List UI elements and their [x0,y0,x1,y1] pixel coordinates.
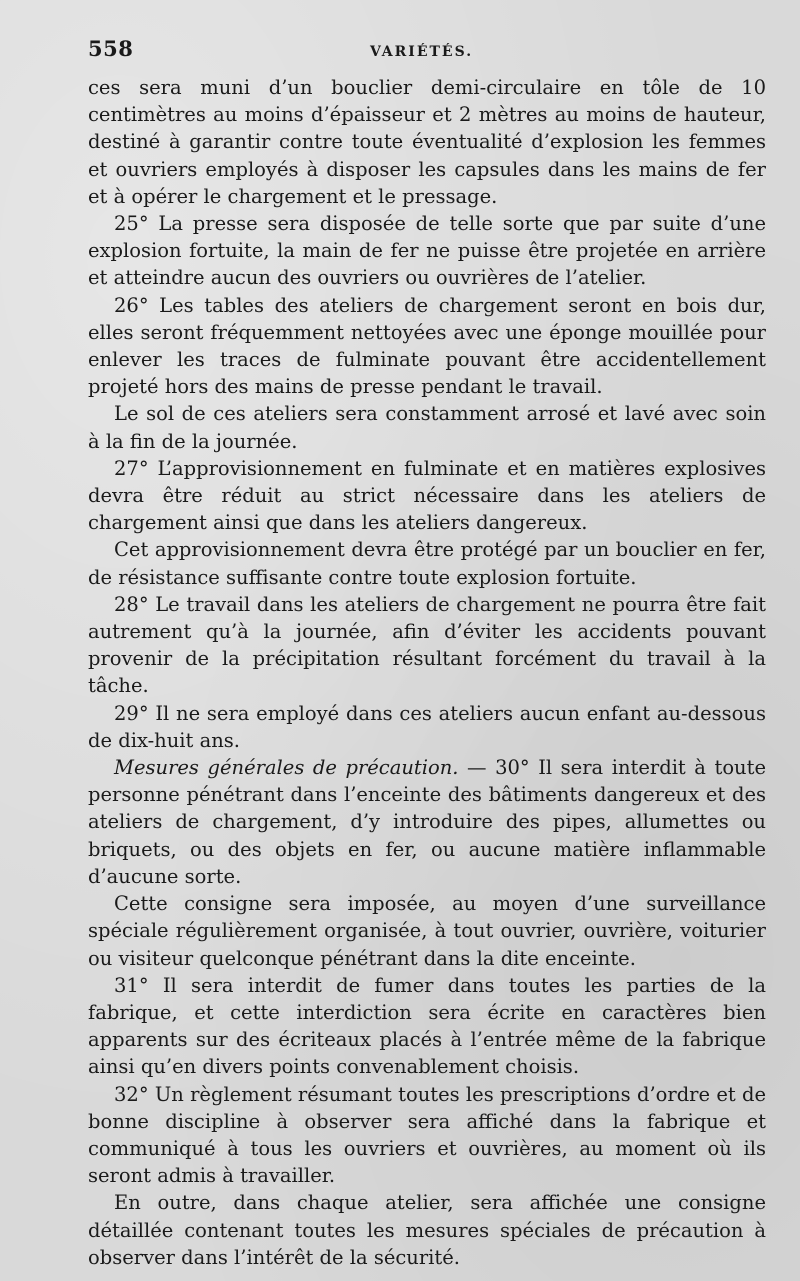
paragraph-text: 26° Les tables des ateliers de chargement seront en bois dur, elles seront fréquemment nettoyées avec une éponge mouillée pour enlever les traces de fulminate pouvant être accidentellement projeté hors des mains de presse pendant le travail. [88,293,766,399]
page-header [88,36,766,70]
article-28 [88,591,766,700]
article-27 [88,455,766,537]
running-head: VARIÉTÉS. [370,44,474,60]
paragraph-text: 25° La presse sera disposée de telle sorte que par suite d’une explosion fortuite, la main de fer ne puisse être projetée en arrière et atteindre aucun des ouvriers ou ouvrières de l’atelier. [88,212,766,290]
article-29 [88,700,766,754]
paragraph-text: Cet approvisionnement devra être protégé par un bouclier en fer, de résistance suffisante contre toute explosion fortuite. [88,538,766,589]
paragraph-text: ces sera muni d’un bouclier demi-circulaire en tôle de 10 centimètres au moins d’épaisseur et 2 mètres au moins de hauteur, destiné à garantir contre toute éventualité d’explosion les femmes et ouvriers employés à disposer les capsules dans les mains de fer et à opérer le chargement et le pressage. [88,76,766,208]
article-26-floor [88,400,766,454]
paragraph-text: 27° L’approvisionnement en fulminate et en matières explosives devra être réduit au strict nécessaire dans les ateliers de chargement ainsi que dans les ateliers dangereux. [88,456,766,535]
article-25 [88,210,766,292]
paragraph-text: 28° Le travail dans les ateliers de chargement ne pourra être fait autrement qu’à la journée, afin d’éviter les accidents pouvant provenir de la précipitation résultant forcément du travail à la tâche. [88,592,766,698]
article-32-consigne [88,1189,766,1271]
article-30-consigne [88,890,766,972]
paragraph-text: Le sol de ces ateliers sera constamment arrosé et lavé avec soin à la fin de la journée. [88,402,766,453]
paragraph-text: 31° Il sera interdit de fumer dans toutes les parties de la fabrique, et cette interdiction sera écrite en caractères bien apparents sur des écriteaux placés à l’entrée même de la fabrique ainsi qu’en divers points convenablement choisis. [88,973,766,1079]
article-30 [88,754,766,890]
paragraph-text: 32° Un règlement résumant toutes les prescriptions d’ordre et de bonne discipline à observer sera affiché dans la fabrique et communiqué à tous les ouvriers et ouvrières, au moment où ils seront admis à travailler. [88,1082,766,1188]
article-26 [88,292,766,401]
page-body [88,74,766,1271]
article-32 [88,1081,766,1190]
page-number: 558 [88,36,134,61]
article-31 [88,972,766,1081]
paragraph-text: En outre, dans chaque atelier, sera affichée une consigne détaillée contenant toutes les mesures spéciales de précaution à observer dans l’intérêt de la sécurité. [88,1191,766,1269]
section-heading: Mesures générales de précaution. [114,756,459,780]
paragraph-continuation [88,74,766,210]
paragraph-text: — 30° Il sera interdit à toute personne pénétrant dans l’enceinte des bâtiments dangereux et des ateliers de chargement, d’y introduire des pipes, allumettes ou briquets, ou des objets en fer, ou aucune matière inflammable d’aucune sorte. [88,756,766,888]
article-27-shield [88,536,766,590]
paragraph-text: Cette consigne sera imposée, au moyen d’une surveillance spéciale régulièrement organisée, à tout ouvrier, ouvrière, voiturier ou visiteur quelconque pénétrant dans la dite enceinte. [88,892,766,970]
paragraph-text: 29° Il ne sera employé dans ces ateliers aucun enfant au-dessous de dix-huit ans. [88,701,766,752]
